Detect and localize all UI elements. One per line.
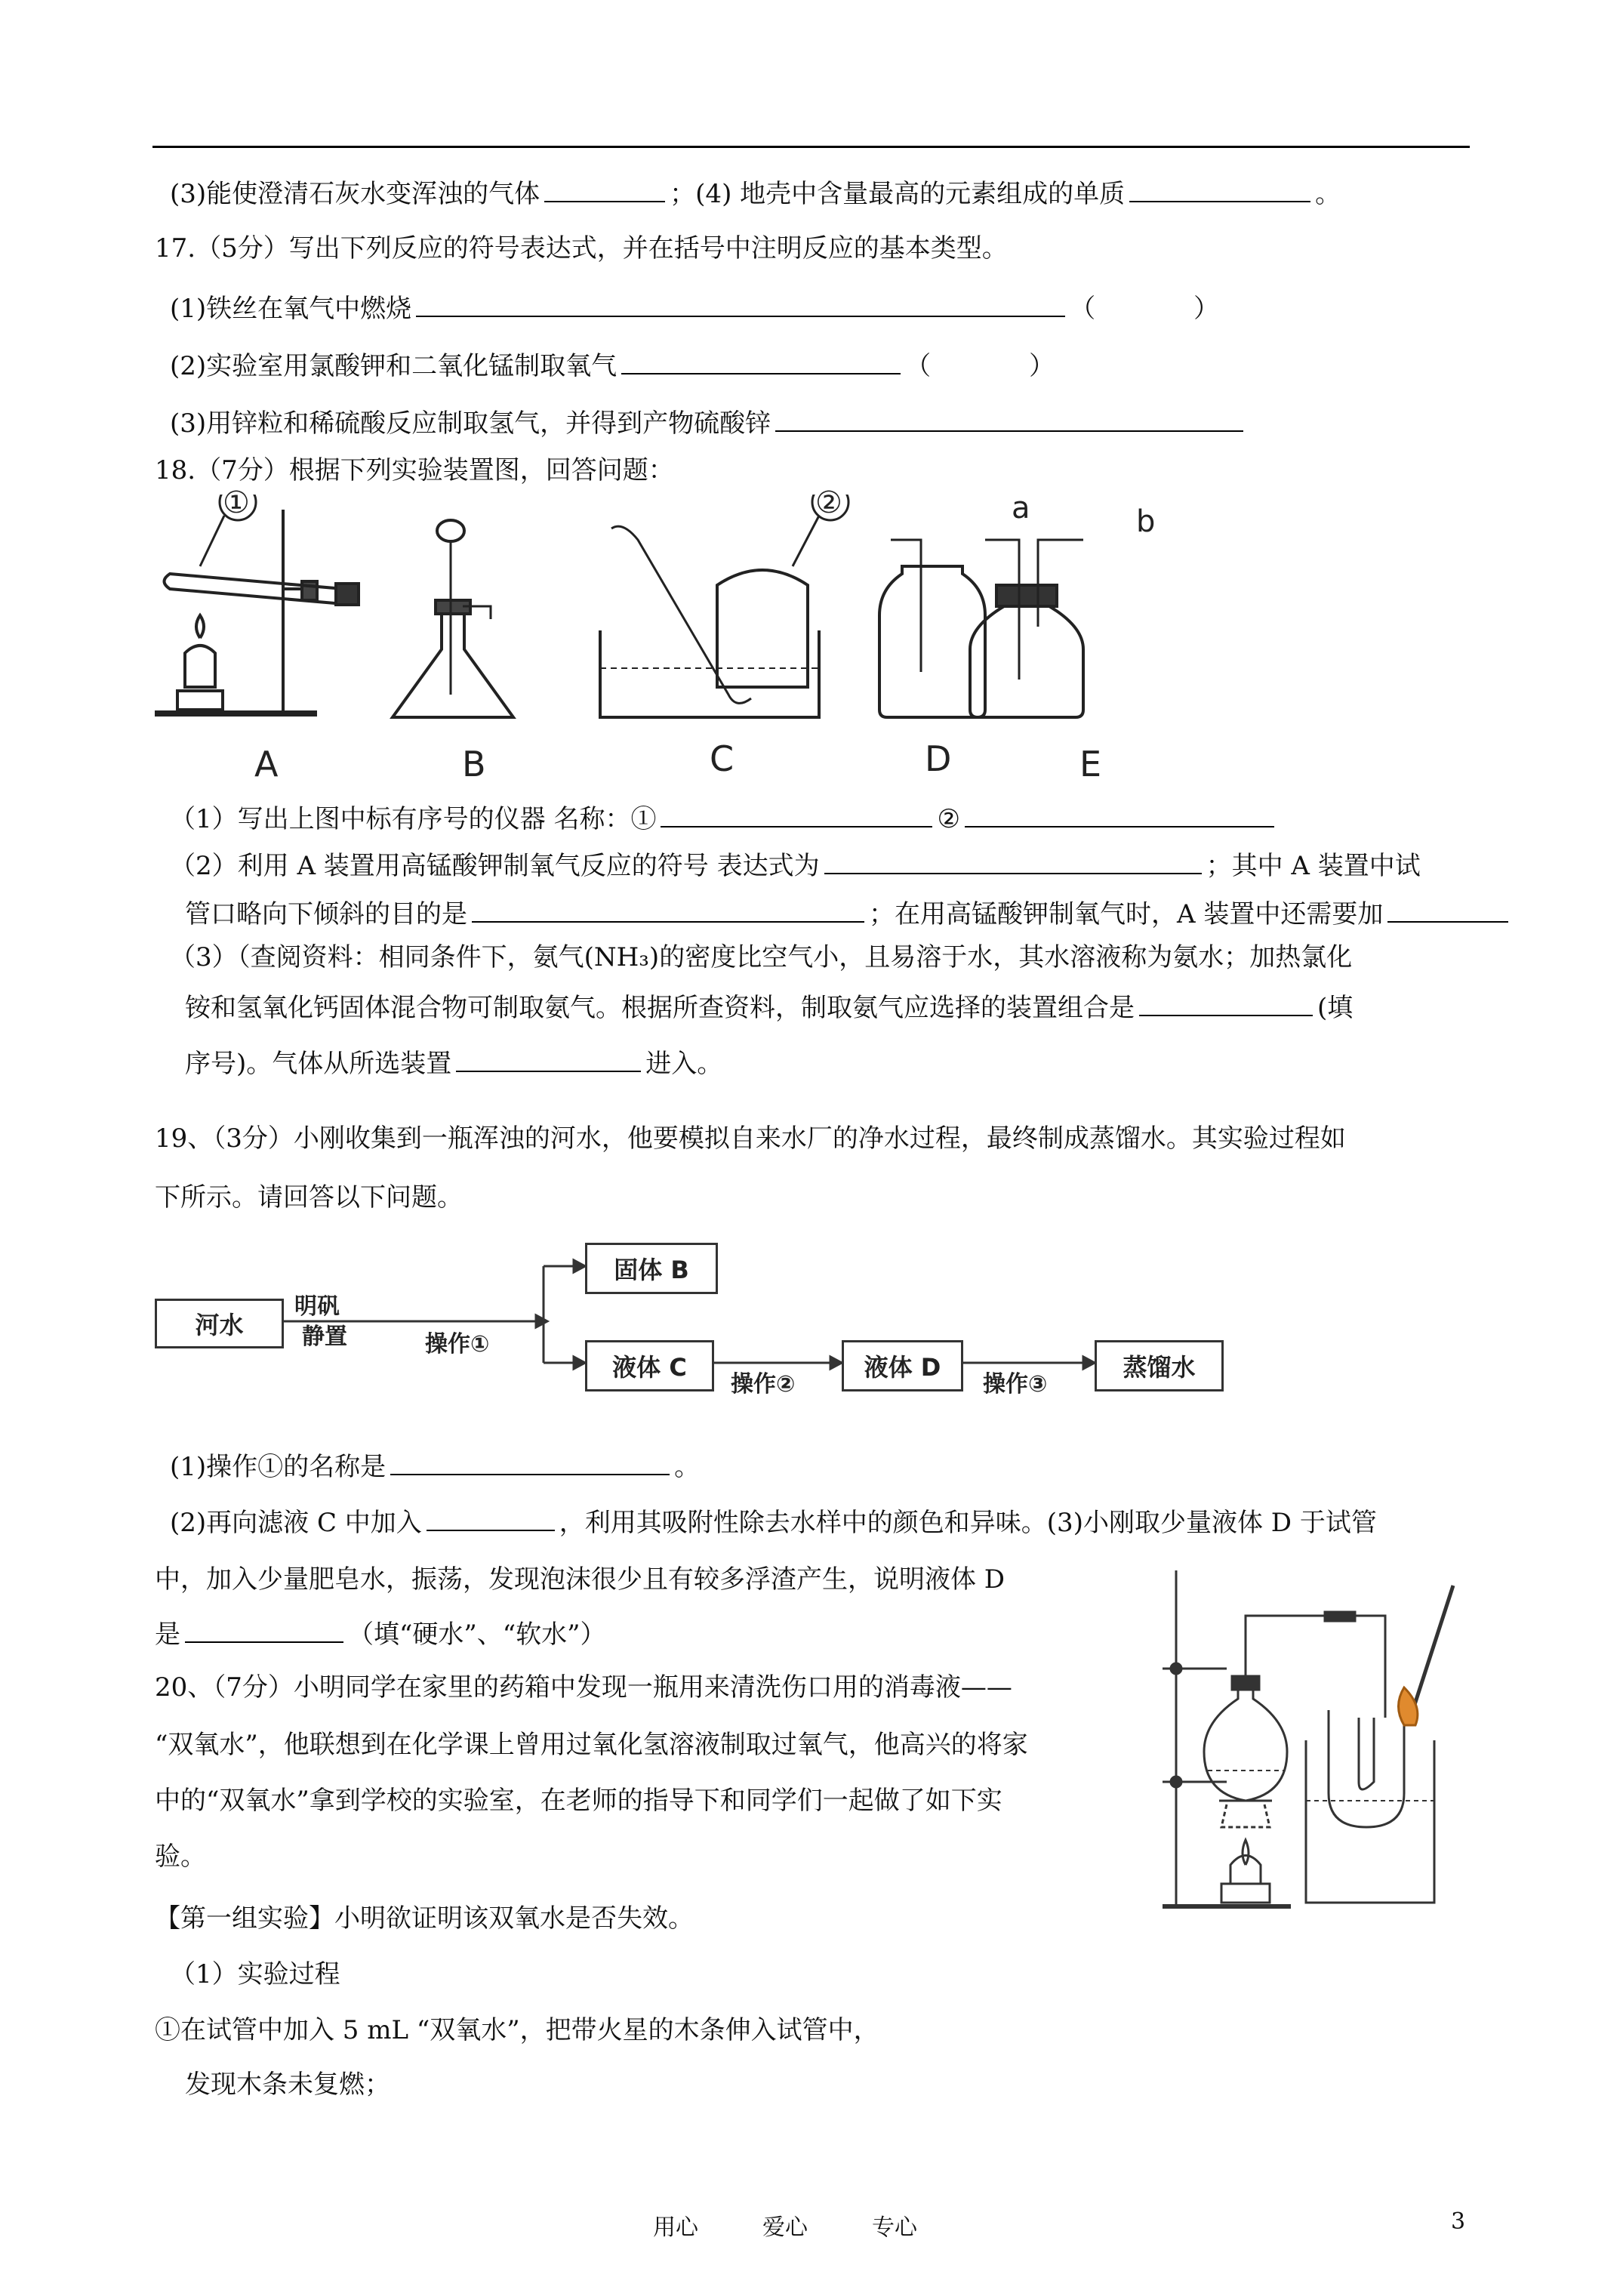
apparatus-label-d: D [925,738,952,779]
flow-reagent-alum: 明矾 [294,1293,340,1320]
apparatus-mark-1: ① [223,485,250,520]
footer-motto-1: 用心 [653,2214,698,2241]
flow-op2: 操作② [731,1371,796,1398]
q19-item3-line2: 是 （填“硬水”、“软水”） [155,1616,606,1651]
answer-blank[interactable] [1387,895,1508,923]
answer-blank[interactable] [775,405,1243,432]
answer-blank[interactable] [427,1504,555,1531]
apparatus-figure [155,495,1196,789]
q20-item1a: ①在试管中加入 5 mL “双氧水”，把带火星的木条伸入试管中， [155,2015,879,2045]
flow-op3: 操作③ [983,1371,1048,1398]
flow-liquid-c: 液体 C [585,1340,714,1391]
page-number: 3 [1451,2208,1466,2235]
q18-item2-line2: 管口略向下倾斜的目的是 ；在用高锰酸钾制氧气时，A 装置中还需要加 [185,895,1508,931]
footer-motto-3: 专心 [872,2214,917,2241]
q19-line1: 19、（3分）小刚收集到一瓶浑浊的河水，他要模拟自来水厂的净水过程，最终制成蒸馏水。其实验过程如 [155,1123,1346,1154]
answer-blank[interactable] [661,800,932,827]
apparatus-mark-2: ② [815,485,842,520]
answer-blank[interactable] [472,895,864,923]
q18-item3-line3: 序号)。气体从所选装置 进入。 [185,1045,722,1080]
q19-item2: (2)再向滤液 C 中加入 ，利用其吸附性除去水样中的颜色和异味。(3)小刚取少量液体 D 于试管 [170,1504,1377,1539]
answer-blank[interactable] [621,347,901,374]
q19-line2: 下所示。请回答以下问题。 [155,1182,463,1213]
apparatus-e [970,540,1083,717]
q16-part3-line: (3)能使澄清石灰水变浑浊的气体 ；(4) 地壳中含量最高的元素组成的单质 。 [170,175,1341,211]
flow-reagent-settle: 静置 [302,1324,347,1350]
q17-item3: (3)用锌粒和稀硫酸反应制取氢气，并得到产物硫酸锌 [170,405,1248,440]
apparatus-label-c: C [710,738,735,779]
flow-op1: 操作① [425,1331,490,1358]
q20-line1: 20、（7分）小明同学在家里的药箱中发现一瓶用来清洗伤口用的消毒液—— [155,1672,1012,1703]
flow-river-water: 河水 [155,1299,284,1348]
apparatus-label-e: E [1079,744,1102,784]
apparatus-a [155,495,359,713]
q19-item1: (1)操作①的名称是 。 [170,1448,700,1484]
answer-blank[interactable] [1139,989,1313,1016]
distillation-apparatus-figure [1155,1567,1472,1914]
answer-blank[interactable] [185,1616,343,1643]
answer-blank[interactable] [390,1448,670,1475]
q18-item2-line1: （2）利用 A 装置用高锰酸钾制氧气反应的符号 表达式为 ；其中 A 装置中试 [170,847,1421,883]
q19-item3-line1: 中，加入少量肥皂水，振荡，发现泡沫很少且有较多浮渣产生，说明液体 D [155,1564,1006,1595]
q18-item3-line2: 铵和氢氧化钙固体混合物可制取氨气。根据所查资料，制取氨气应选择的装置组合是 (填 [185,989,1353,1025]
q20-line2: “双氧水”，他联想到在化学课上曾用过氧化氢溶液制取过氧气，他高兴的将家 [155,1730,1028,1760]
flow-distilled-water: 蒸馏水 [1095,1340,1224,1391]
apparatus-b [393,520,513,717]
q18-title: 18.（7分）根据下列实验装置图，回答问题： [155,455,674,485]
apparatus-label-b: B [462,744,486,784]
answer-blank[interactable] [824,847,1202,874]
answer-blank[interactable] [416,290,1065,317]
q20-group1: 【第一组实验】小明欲证明该双氧水是否失效。 [155,1903,694,1934]
flow-solid-b: 固体 B [585,1243,718,1294]
apparatus-c [600,495,848,717]
answer-blank[interactable] [544,175,665,202]
q20-line3: 中的“双氧水”拿到学校的实验室，在老师的指导下和同学们一起做了如下实 [155,1786,1002,1816]
apparatus-label-a: A [254,744,279,784]
footer-motto-2: 爱心 [762,2214,808,2241]
answer-blank[interactable] [965,800,1274,827]
q18-item3-line1: （3）（查阅资料：相同条件下，氨气(NH₃)的密度比空气小，且易溶于水，其水溶液称为氨水；加热氯化 [170,942,1353,972]
q17-item1: (1)铁丝在氧气中燃烧 （ ） [170,290,1219,325]
header-rule [152,146,1470,148]
q18-item1: （1）写出上图中标有序号的仪器 名称：① ② [170,800,1279,836]
flow-liquid-d: 液体 D [842,1340,963,1391]
q17-title: 17.（5分）写出下列反应的符号表达式，并在括号中注明反应的基本类型。 [155,233,1008,264]
answer-blank[interactable] [456,1045,641,1072]
q20-item1: （1）实验过程 [170,1959,340,1989]
answer-blank[interactable] [1129,175,1310,202]
q17-item2: (2)实验室用氯酸钾和二氧化锰制取氧气 （ ） [170,347,1055,383]
apparatus-e-tube-b: b [1136,504,1156,539]
q20-item1b: 发现木条未复燃； [185,2069,390,2100]
apparatus-e-tube-a: a [1012,491,1030,525]
q20-line4: 验。 [155,1841,206,1872]
